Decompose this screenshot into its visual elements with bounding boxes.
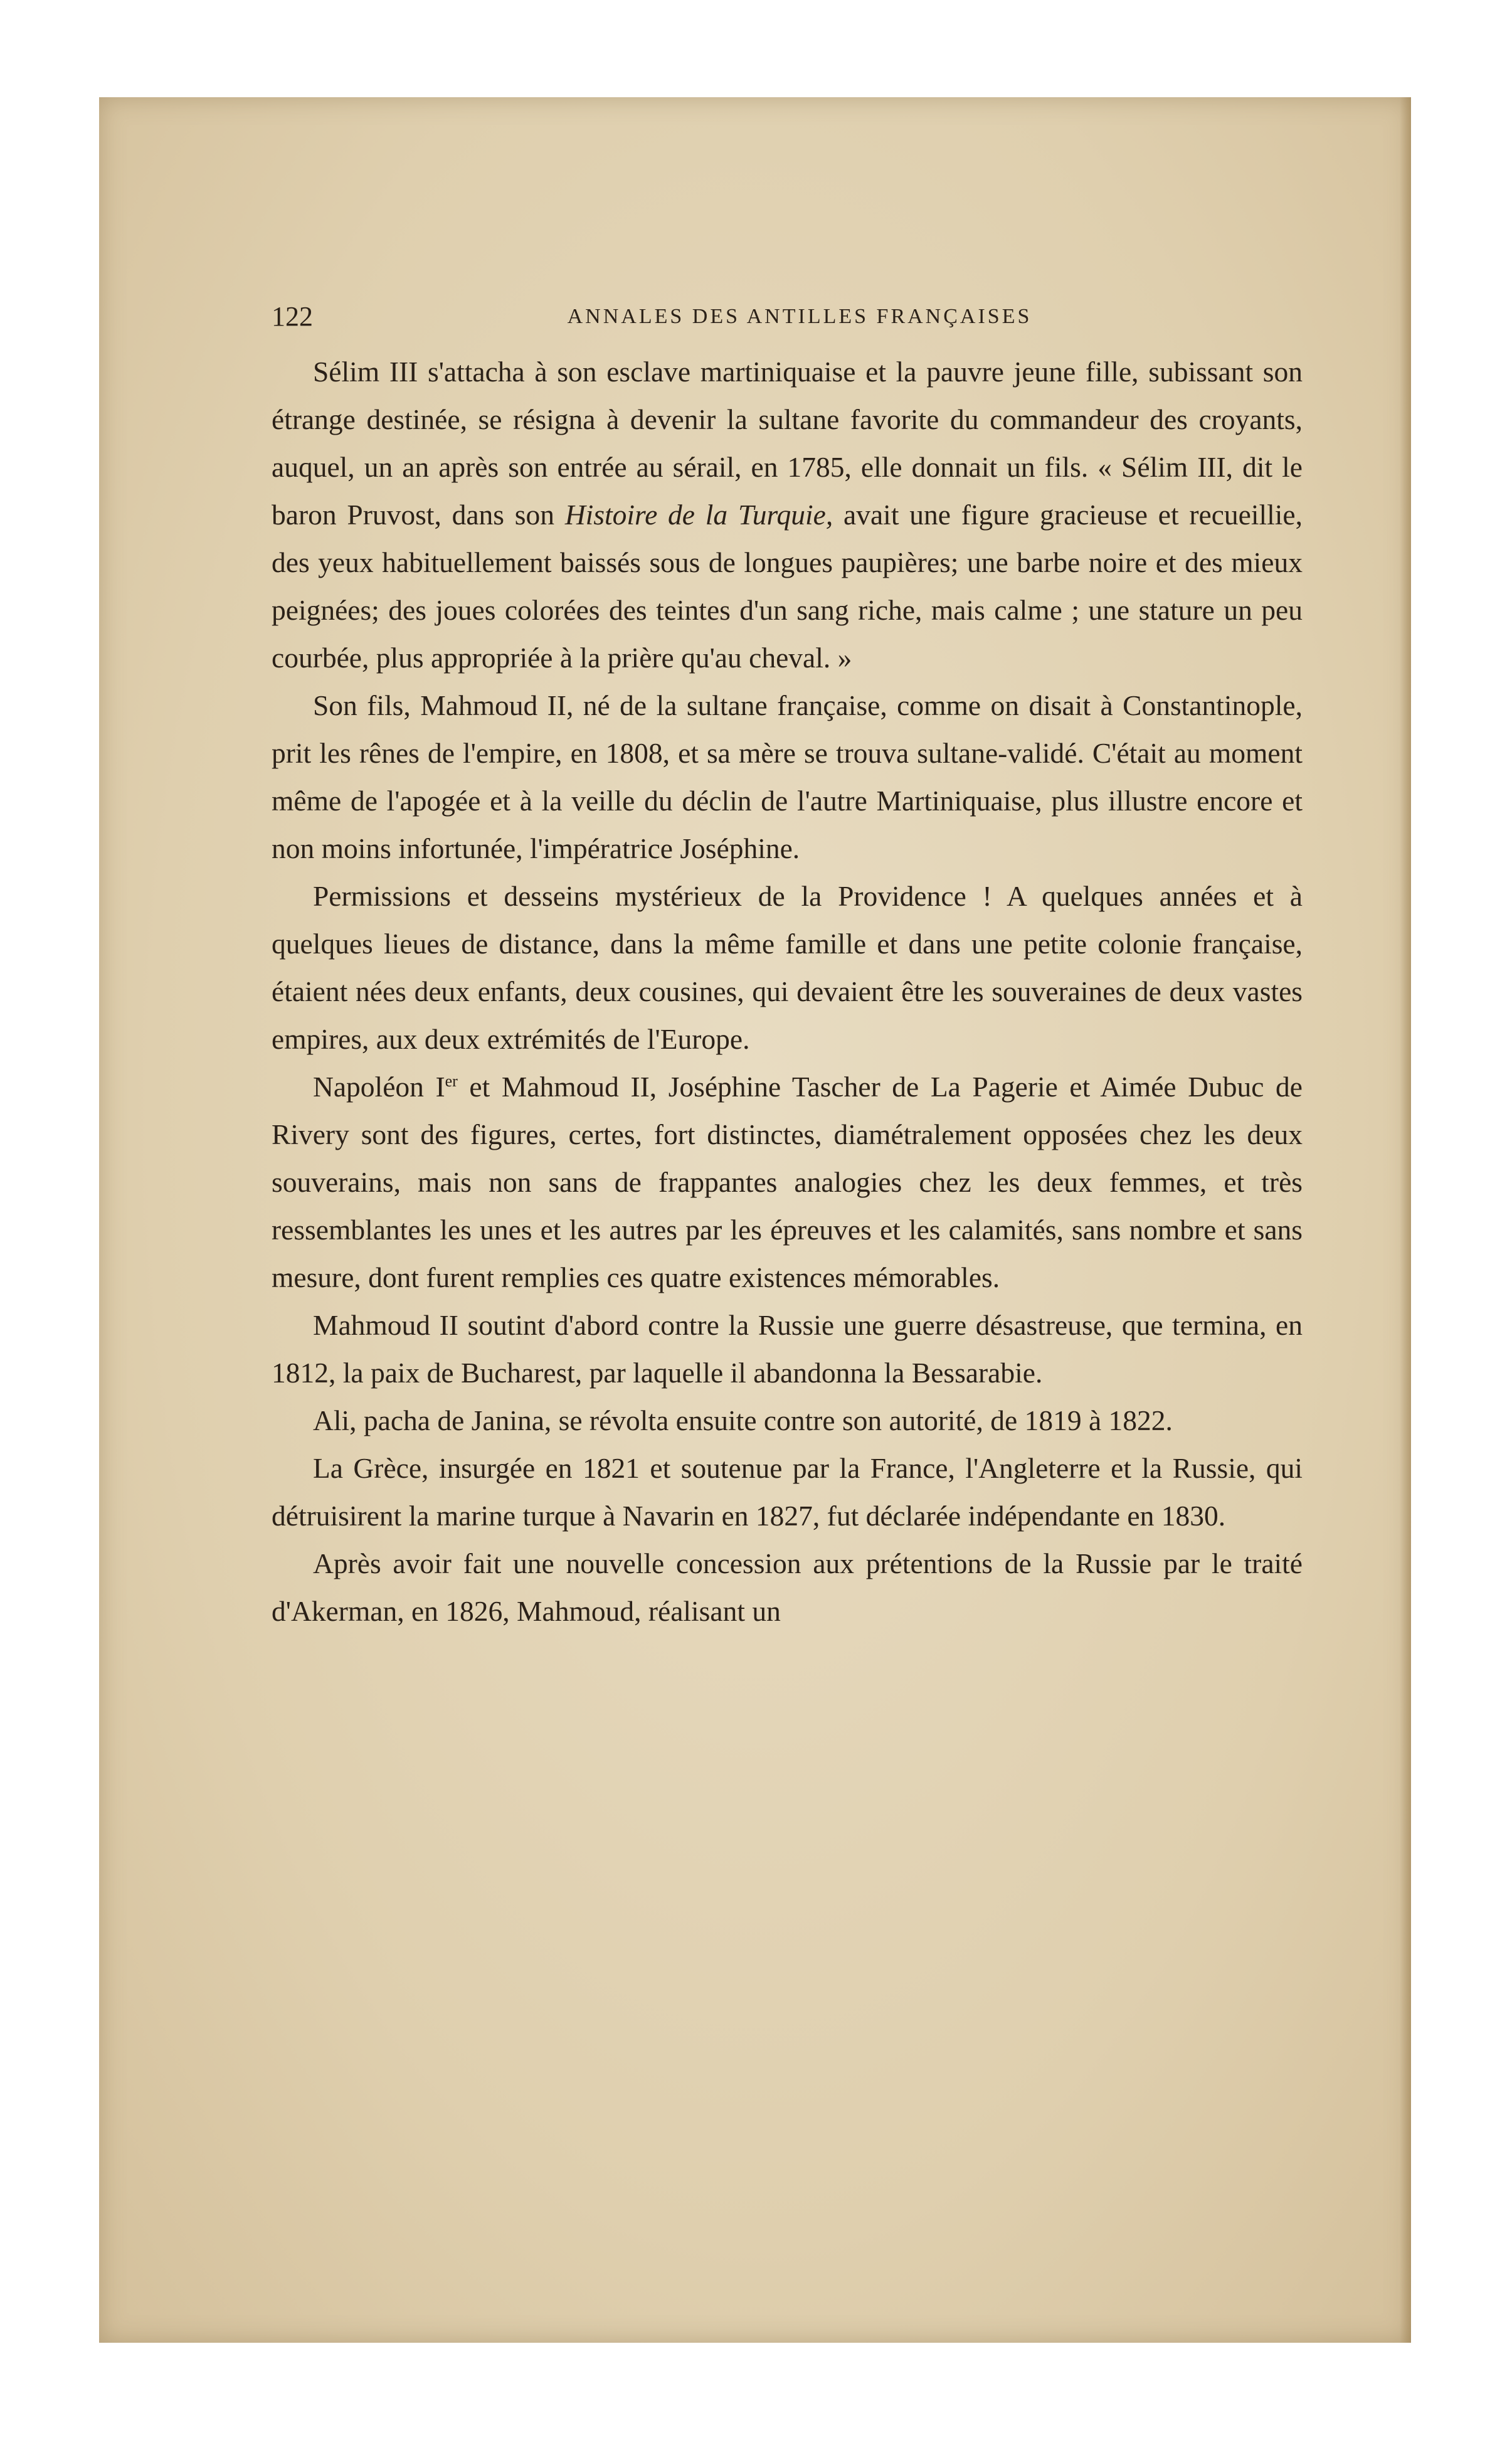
paragraph-4 xyxy=(272,1063,1303,1302)
paragraph-1-text-a: Sélim III s'attacha à son esclave martiniquaise et la pauvre jeune fille, subissant son étrange destinée, se résigna à devenir la sultane favorite du commandeur des croyants, auquel, un an après son entrée au sérail, en 1785, elle donnait un fils. « Sélim III, dit le baron Pruvost, dans son xyxy=(272,356,1303,531)
paragraph-6: Ali, pacha de Janina, se révolta ensuite contre son autorité, de 1819 à 1822. xyxy=(313,1404,1173,1436)
paragraph-2: Son fils, Mahmoud II, né de la sultane française, comme on disait à Constantinople, prit les rênes de l'empire, en 1808, et sa mère se trouva sultane-validé. C'était au moment même de l'apogée et à la veille du déclin de l'autre Martiniquaise, plus illustre encore et non moins infortunée, l'impératrice Joséphine. xyxy=(272,689,1303,864)
text-block xyxy=(272,285,1303,1635)
body-text xyxy=(272,348,1303,1635)
paragraph-8: Après avoir fait une nouvelle concession aux prétentions de la Russie par le traité d'Akerman, en 1826, Mahmoud, réalisant un xyxy=(272,1547,1303,1627)
ordinal-superscript: er xyxy=(445,1071,458,1090)
page-number: 122 xyxy=(272,301,313,332)
paragraph-4-text-a: Napoléon I xyxy=(313,1071,445,1103)
book-title-italic: Histoire de la Turquie, xyxy=(564,499,833,531)
paragraph-3: Permissions et desseins mystérieux de la Providence ! A quelques années et à quelques lieues de distance, dans la même famille et dans une petite colonie française, étaient nées deux enfants, deux cousines, qui devaient être les souveraines de deux vastes empires, aux deux extrémités de l'Europe. xyxy=(272,880,1303,1055)
paragraph-7: La Grèce, insurgée en 1821 et soutenue par la France, l'Angleterre et la Russie, qui détruisirent la marine turque à Navarin en 1827, fut déclarée indépendante en 1830. xyxy=(272,1452,1303,1532)
scanned-page xyxy=(99,97,1411,2343)
paragraph-1 xyxy=(272,348,1303,682)
page-header xyxy=(272,285,1303,348)
paragraph-4-text-b: et Mahmoud II, Joséphine Tascher de La Pagerie et Aimée Dubuc de Rivery sont des figures, certes, fort distinctes, diamétralement opposées chez les deux souverains, mais non sans de frappantes analogies chez les deux femmes, et très ressemblantes les unes et les autres par les épreuves et les calamités, sans nombre et sans mesure, dont furent remplies ces quatre existences mémorables. xyxy=(272,1071,1303,1293)
running-title: ANNALES DES ANTILLES FRANÇAISES xyxy=(567,305,1032,328)
page-edge-shadow xyxy=(1400,97,1411,2343)
paragraph-1-text-b: avait une figure gracieuse et recueillie, des yeux habituellement baissés sous de longues paupières; une barbe noire et des mieux peignées; des joues colorées des teintes d'un sang riche, mais calme ; une stature un peu courbée, plus appropriée à la prière qu'au cheval. » xyxy=(272,499,1303,674)
paragraph-5: Mahmoud II soutint d'abord contre la Russie une guerre désastreuse, que termina, en 1812, la paix de Bucharest, par laquelle il abandonna la Bessarabie. xyxy=(272,1309,1303,1389)
